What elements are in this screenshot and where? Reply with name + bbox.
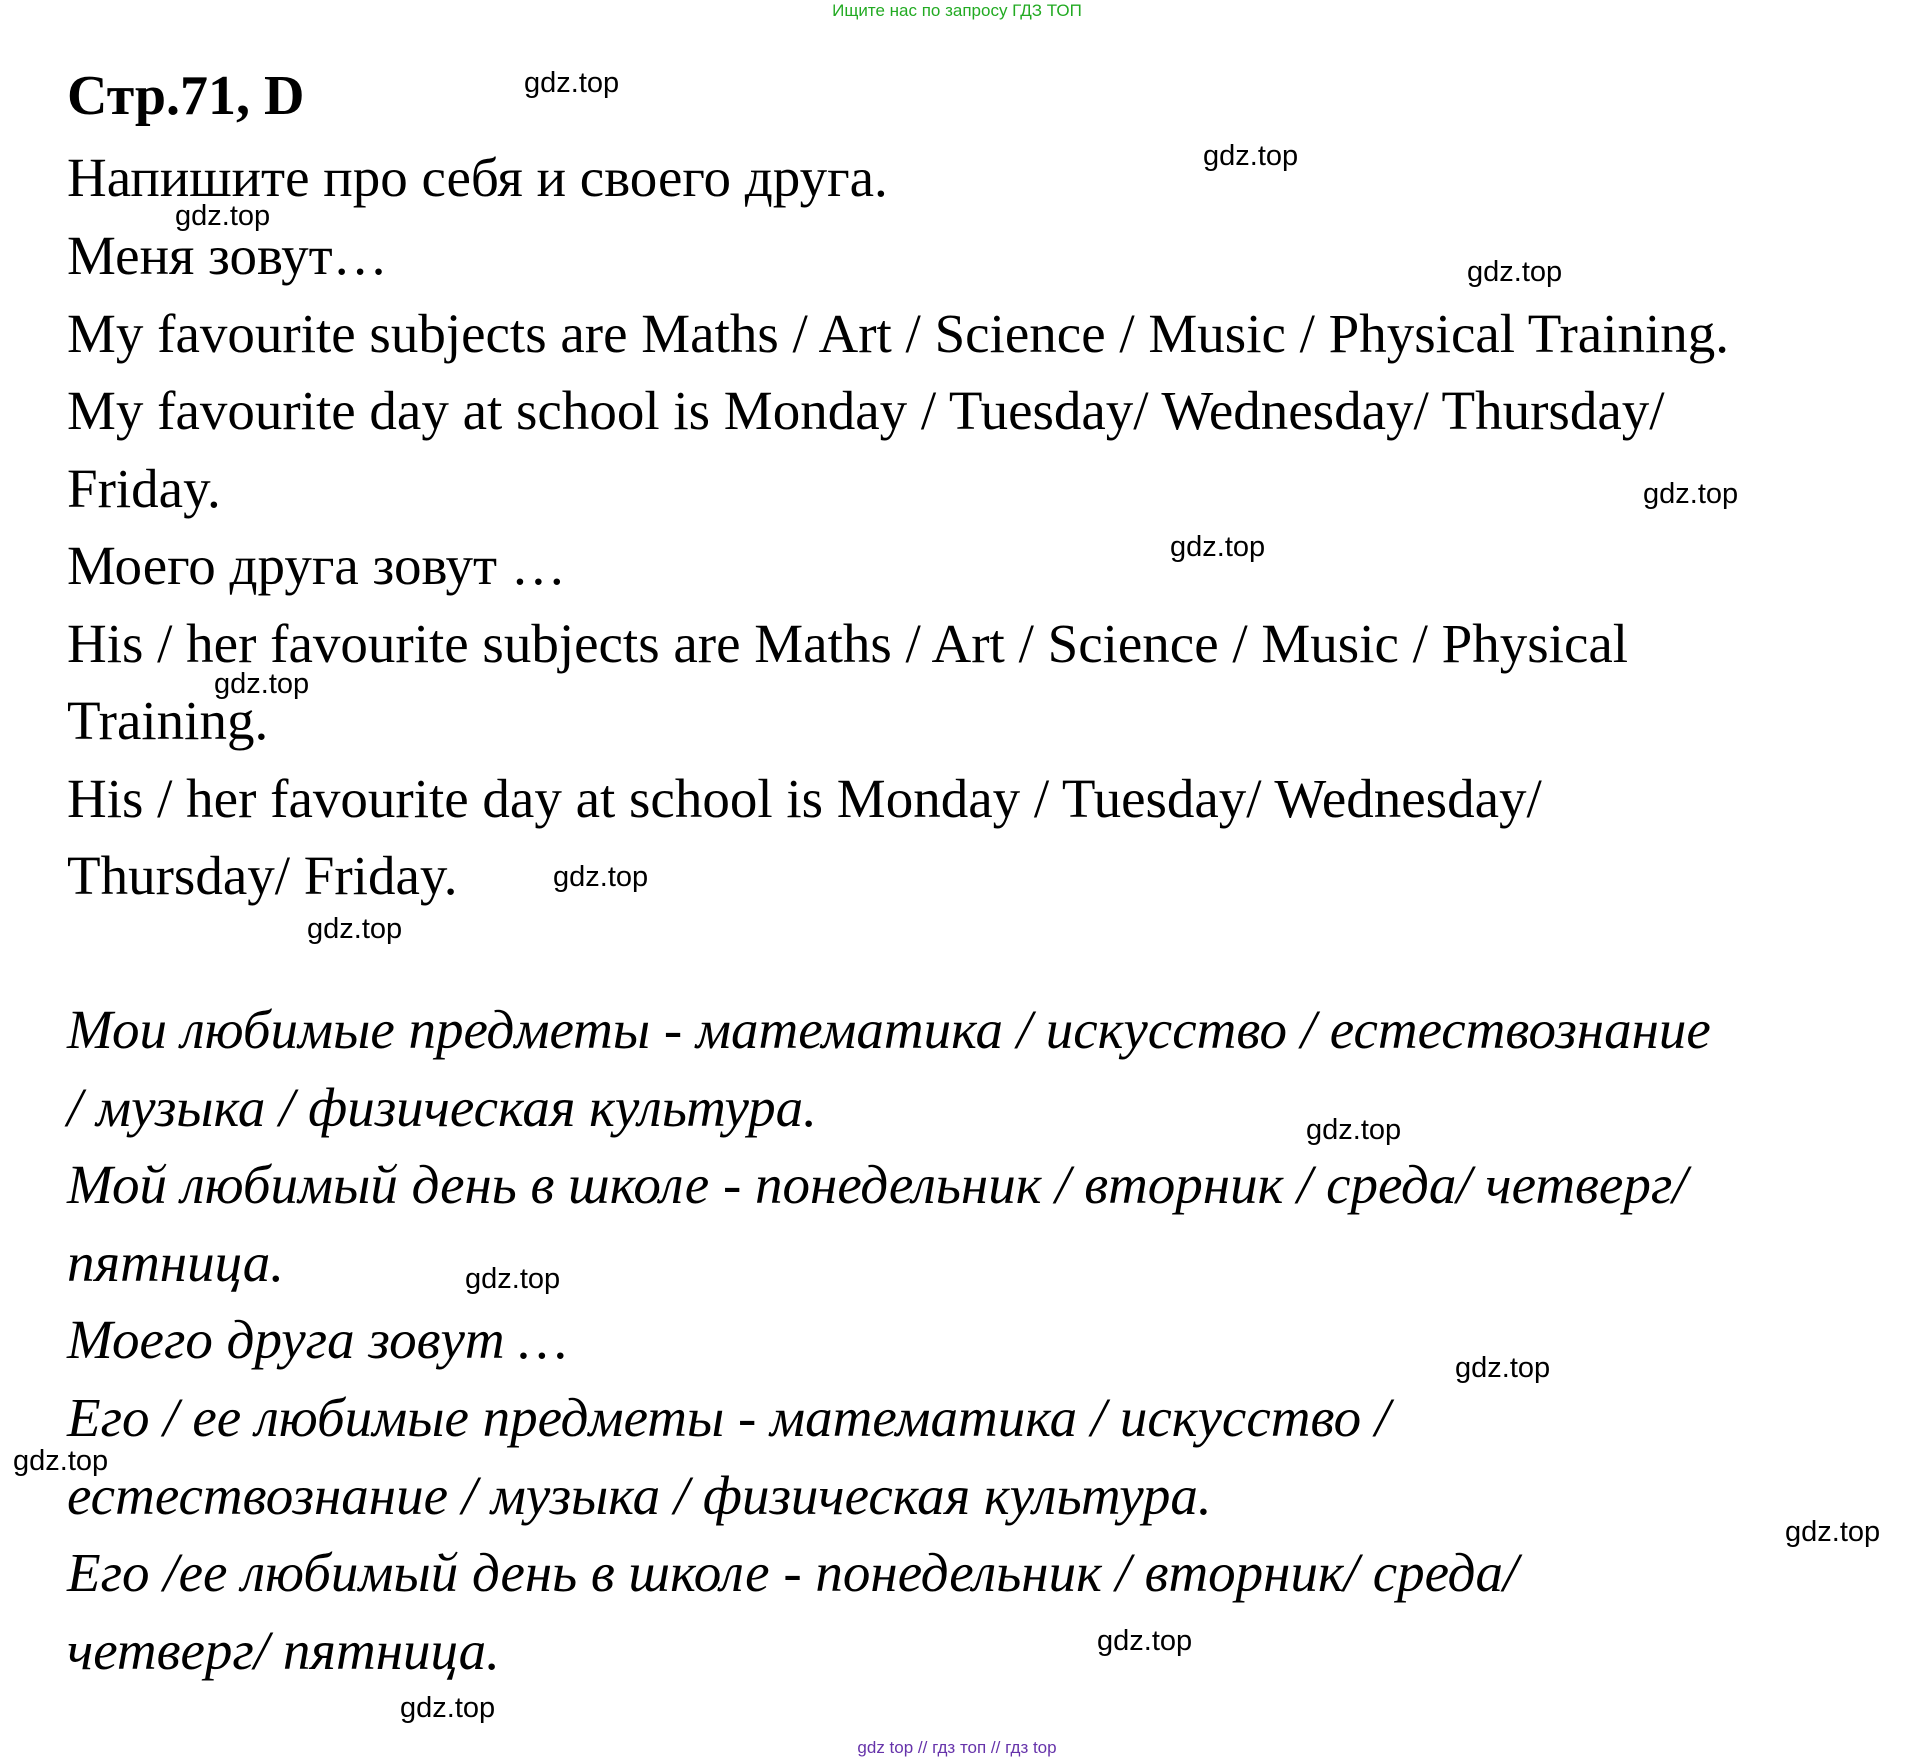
text-line: Моего друга зовут … <box>67 535 566 596</box>
translation-line: естествознание / музыка / физическая культура. <box>67 1465 1212 1526</box>
watermark: gdz.top <box>465 1263 561 1295</box>
translation-line: / музыка / физическая культура. <box>67 1077 817 1138</box>
text-line: His / her favourite day at school is Monday / Tuesday/ Wednesday/ <box>67 768 1542 829</box>
translation-line: четверг/ пятница. <box>67 1620 500 1681</box>
text-line: Меня зовут… <box>67 225 388 286</box>
translation-line: Мой любимый день в школе - понедельник / вторник / среда/ четверг/ <box>67 1154 1688 1215</box>
watermark: gdz.top <box>1203 140 1299 172</box>
watermark: gdz.top <box>400 1692 496 1724</box>
watermark: gdz.top <box>175 200 271 232</box>
text-line: Thursday/ Friday. <box>67 845 458 906</box>
watermark: gdz.top <box>1785 1516 1881 1548</box>
watermark: gdz.top <box>1170 531 1266 563</box>
text-line: My favourite subjects are Maths / Art / Science / Music / Physical Training. <box>67 303 1730 364</box>
watermark: gdz.top <box>214 668 310 700</box>
watermark: gdz.top <box>13 1445 109 1477</box>
text-line: His / her favourite subjects are Maths / Art / Science / Music / Physical <box>67 613 1629 674</box>
translation-line: Мои любимые предметы - математика / искусство / естествознание <box>67 999 1711 1060</box>
text-line: Напишите про себя и своего друга. <box>67 147 888 208</box>
watermark: gdz.top <box>1455 1352 1551 1384</box>
watermark: gdz.top <box>1097 1625 1193 1657</box>
translation-line: Его / ее любимые предметы - математика / искусство / <box>67 1387 1391 1448</box>
watermark: gdz.top <box>1467 256 1563 288</box>
page-title: Стр.71, D <box>67 65 305 127</box>
translation-line: пятница. <box>67 1232 284 1293</box>
text-line: Friday. <box>67 458 221 519</box>
translation-line: Моего друга зовут … <box>67 1309 568 1370</box>
watermark: gdz.top <box>553 861 649 893</box>
watermark: gdz.top <box>524 67 620 99</box>
watermark: gdz.top <box>307 913 403 945</box>
top-banner: Ищите нас по запросу ГДЗ ТОП <box>832 1 1082 20</box>
text-line: Training. <box>67 690 269 751</box>
text-line: My favourite day at school is Monday / Tuesday/ Wednesday/ Thursday/ <box>67 380 1665 441</box>
watermark: gdz.top <box>1306 1114 1402 1146</box>
translation-line: Его /ее любимый день в школе - понедельник / вторник/ среда/ <box>67 1542 1519 1603</box>
footer: gdz top // гдз топ // гдз top <box>857 1738 1057 1757</box>
watermark: gdz.top <box>1643 478 1739 510</box>
